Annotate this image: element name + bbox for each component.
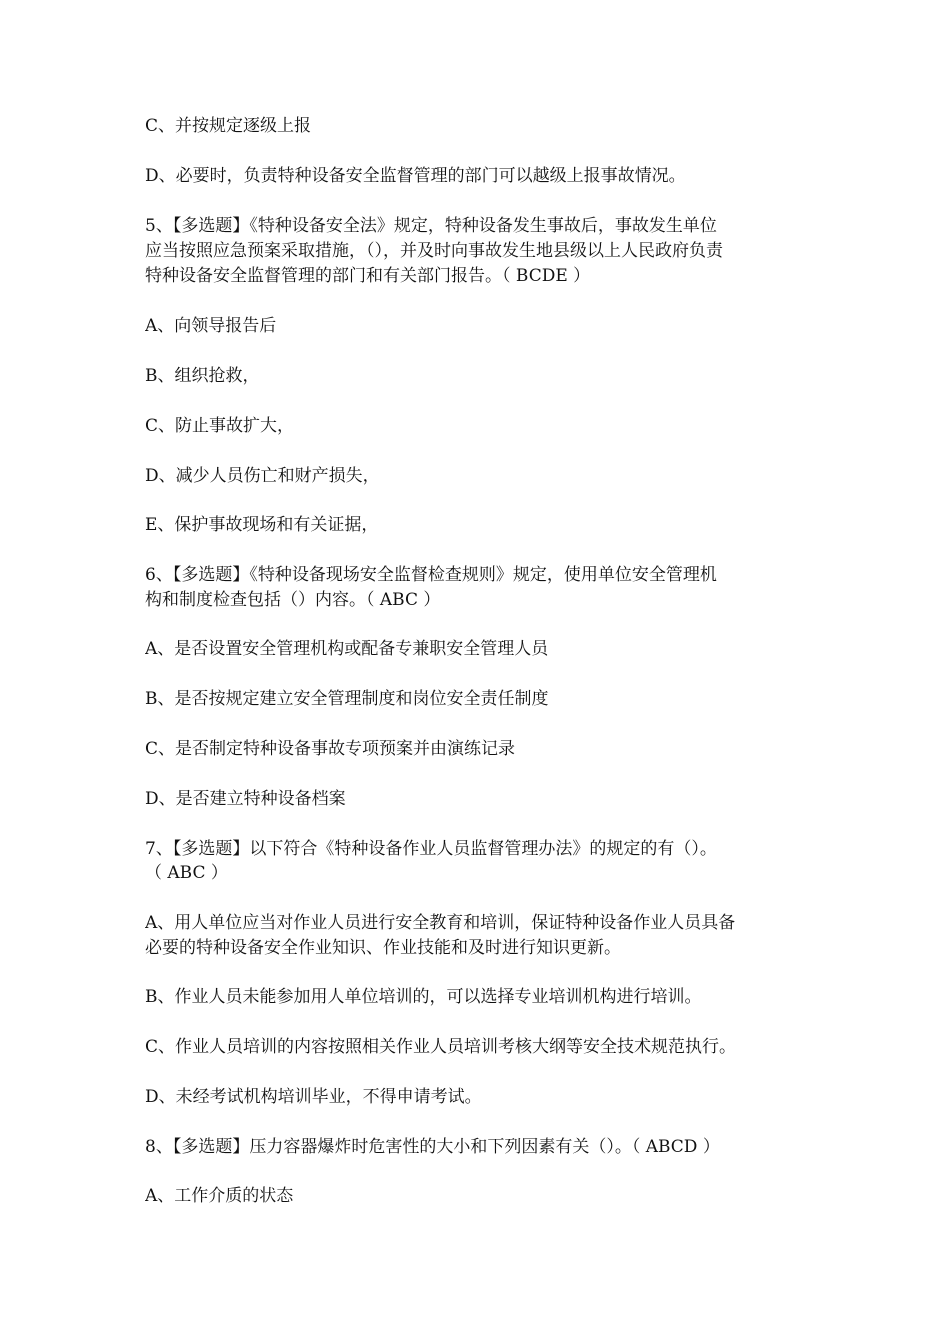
question-8-line-1: 8、【多选题】压力容器爆炸时危害性的大小和下列因素有关（）。（ ABCD ） — [145, 1137, 720, 1157]
option-d-q7: D、未经考试机构培训毕业，不得申请考试。 — [145, 1087, 482, 1107]
question-5-line-1: 5、【多选题】《特种设备安全法》规定，特种设备发生事故后，事故发生单位 — [145, 216, 717, 236]
question-7-line-1: 7、【多选题】以下符合《特种设备作业人员监督管理办法》的规定的有（）。 — [145, 839, 717, 859]
question-5-line-3: 特种设备安全监督管理的部门和有关部门报告。（ BCDE ） — [145, 266, 591, 286]
option-d-q6: D、是否建立特种设备档案 — [145, 789, 346, 809]
option-a-q8: A、工作介质的状态 — [145, 1186, 294, 1206]
option-b-q7: B、作业人员未能参加用人单位培训的，可以选择专业培训机构进行培训。 — [145, 987, 702, 1007]
option-c-q7: C、作业人员培训的内容按照相关作业人员培训考核大纲等安全技术规范执行。 — [145, 1037, 737, 1057]
option-b-q5: B、组织抢救， — [145, 366, 260, 386]
option-e-q5: E、保护事故现场和有关证据， — [145, 515, 379, 535]
question-6-line-1: 6、【多选题】《特种设备现场安全监督检查规则》规定，使用单位安全管理机 — [145, 565, 717, 585]
option-a-q7-line-1: A、用人单位应当对作业人员进行安全教育和培训，保证特种设备作业人员具备 — [145, 913, 736, 933]
option-a-q7-line-2: 必要的特种设备安全作业知识、作业技能和及时进行知识更新。 — [145, 938, 621, 958]
question-6-line-2: 构和制度检查包括（）内容。（ ABC ） — [145, 590, 441, 610]
option-d-q5: D、减少人员伤亡和财产损失， — [145, 466, 380, 486]
option-c-q6: C、是否制定特种设备事故专项预案并由演练记录 — [145, 739, 516, 759]
option-b-q6: B、是否按规定建立安全管理制度和岗位安全责任制度 — [145, 689, 549, 709]
option-a-q6: A、是否设置安全管理机构或配备专兼职安全管理人员 — [145, 639, 549, 659]
option-c-q5: C、防止事故扩大， — [145, 416, 295, 436]
question-5-line-2: 应当按照应急预案采取措施，（），并及时向事故发生地县级以上人民政府负责 — [145, 241, 723, 261]
question-7-line-2: （ ABC ） — [145, 863, 228, 883]
option-c-q4: C、并按规定逐级上报 — [145, 116, 312, 136]
option-a-q5: A、向领导报告后 — [145, 316, 277, 336]
option-d-q4: D、必要时，负责特种设备安全监督管理的部门可以越级上报事故情况。 — [145, 166, 686, 186]
